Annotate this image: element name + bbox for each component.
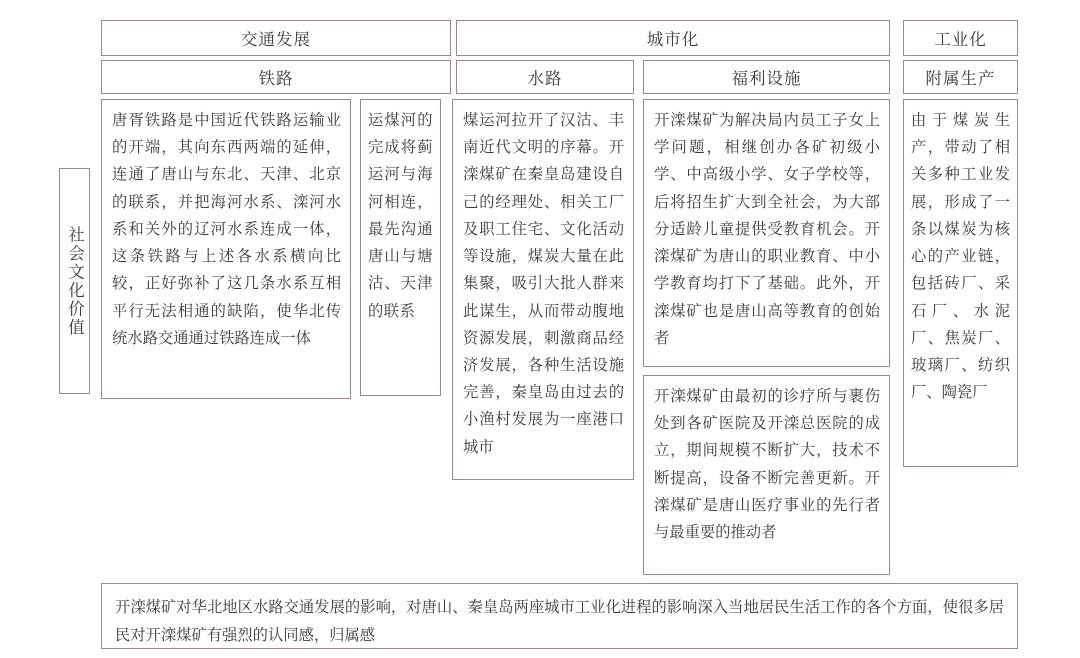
cell-welfare-education: 开滦煤矿为解决局内员工子女上学问题，相继创办各矿初级小学、中高级小学、女子学校等，后将招生扩大到全社会，为大部分适龄儿童提供受教育机会。开滦煤矿为唐山的职业教育、中小学教育均打下了基础。此外，开滦煤矿也是唐山高等教育的创始者 [643,99,890,367]
cell-railway-impact: 唐胥铁路是中国近代铁路运输业的开端，其向东西两端的延伸，连通了唐山与东北、天津、北京的联系，并把海河水系、滦河水系和关外的辽河水系连成一体，这条铁路与上述各水系横向比较，正好弥补了这几条水系互相平行无法相通的缺陷，使华北传统水路交通通过铁路连成一体 [101,99,351,399]
subheader-auxiliary-production: 附属生产 [903,60,1018,94]
cell-coal-canal: 运煤河的完成将蓟运河与海河相连，最先沟通唐山与塘沽、天津的联系 [360,99,441,396]
subheader-waterway: 水路 [456,60,634,94]
header-urbanization: 城市化 [456,20,890,56]
header-industrialization: 工业化 [903,20,1018,56]
cell-auxiliary-industry: 由于煤炭生产，带动了相关多种工业发展，形成了一条以煤炭为核心的产业链，包括砖厂、采石厂、水泥厂、焦炭厂、玻璃厂、纺织厂、陶瓷厂 [903,99,1018,467]
summary-conclusion: 开滦煤矿对华北地区水路交通发展的影响，对唐山、秦皇岛两座城市工业化进程的影响深入当地居民生活工作的各个方面，使很多居民对开滦煤矿有强烈的认同感，归属感 [101,583,1018,649]
cell-welfare-medical: 开滦煤矿由最初的诊疗所与裹伤处到各矿医院及开滦总医院的成立，期间规模不断扩大，技术不断提高，设备不断完善更新。开滦煤矿是唐山医疗事业的先行者与最重要的推动者 [643,375,890,575]
subheader-welfare-facilities: 福利设施 [643,60,890,94]
cell-waterway-impact: 煤运河拉开了汉沽、丰南近代文明的序幕。开滦煤矿在秦皇岛建设自己的经理处、相关工厂及职工住宅、文化活动等设施，煤炭大量在此集聚，吸引大批人群来此谋生，从而带动腹地资源发展，刺激商品经济发展，各种生活设施完善，秦皇岛由过去的小渔村发展为一座港口城市 [452,99,634,480]
subheader-railway: 铁路 [101,60,451,94]
header-transport-development: 交通发展 [101,20,451,56]
row-label-social-cultural-value: 社会文化价值 [59,168,90,394]
